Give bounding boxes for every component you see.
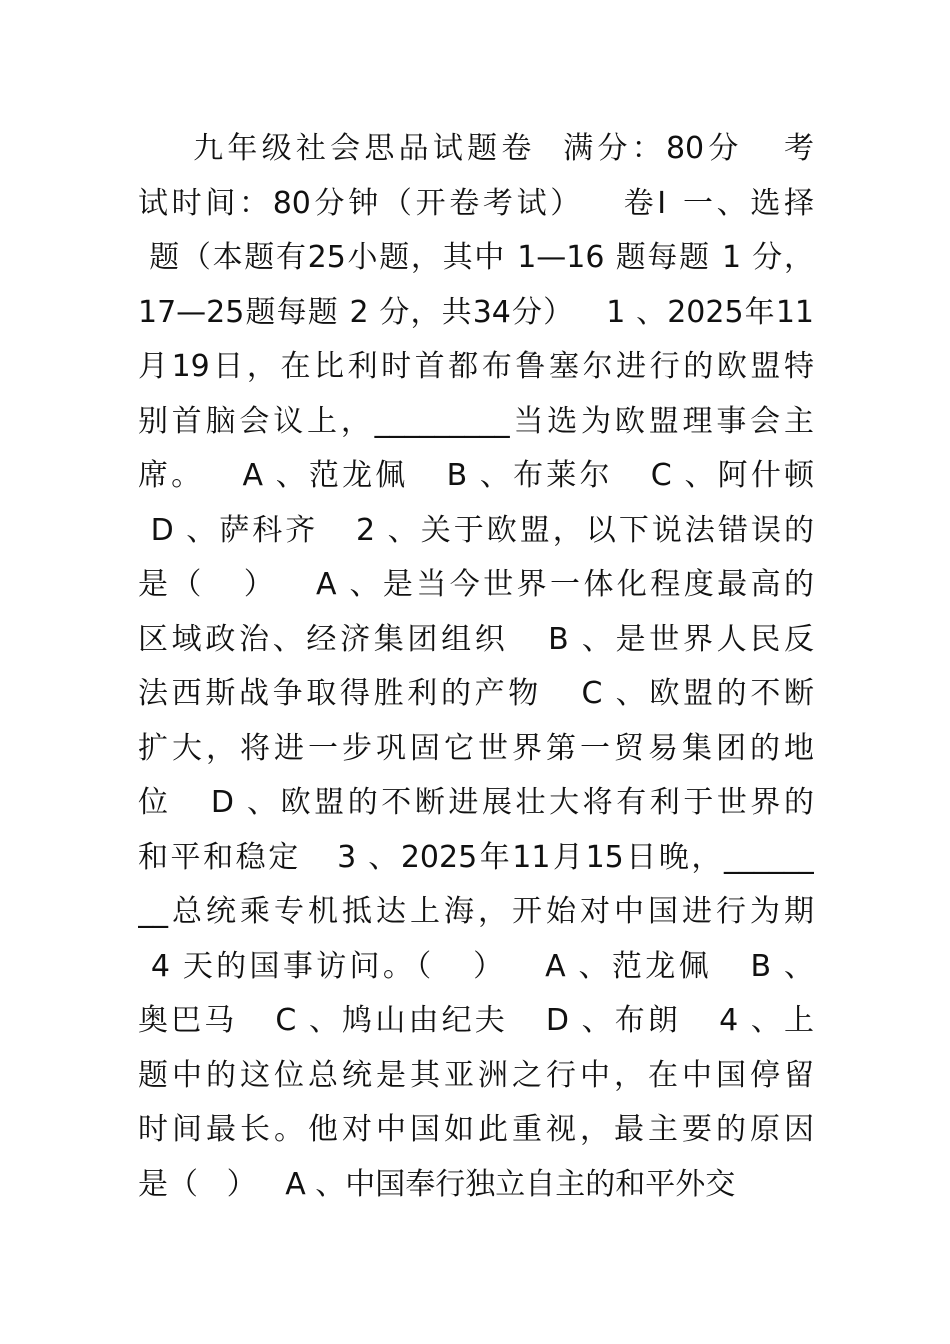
text-line: 位 D 、欧盟的不断进展壮大将有利于世界的: [138, 785, 814, 820]
text-line: 是（ ） A 、是当今世界一体化程度最高的: [138, 567, 814, 602]
text-line: 17—25题每题 2 分，共34分） 1 、2025年11: [138, 294, 814, 330]
exam-text-body: [138, 122, 814, 1212]
text-line: 时间最长。他对中国如此重视，最主要的原因: [138, 1112, 814, 1147]
text-line: 法西斯战争取得胜利的产物 C 、欧盟的不断: [138, 676, 814, 711]
text-line: D 、萨科齐 2 、关于欧盟，以下说法错误的: [138, 512, 814, 548]
text-line: 席。 A 、范龙佩 B 、布莱尔 C 、阿什顿: [138, 458, 814, 493]
text-line: 试时间：80分钟（开卷考试） 卷Ⅰ 一、选择: [138, 185, 814, 221]
text-line: 题（本题有25小题，其中 1—16 题每题 1 分，: [138, 240, 814, 275]
text-line: 4 天的国事访问。（ ） A 、范龙佩 B 、: [138, 948, 814, 984]
text-line: 扩大，将进一步巩固它世界第一贸易集团的地: [138, 730, 814, 766]
text-line: 题中的这位总统是其亚洲之行中，在中国停留: [138, 1057, 814, 1093]
text-line: 区域政治、经济集团组织 B 、是世界人民反: [138, 621, 814, 657]
text-line: 月19日，在比利时首都布鲁塞尔进行的欧盟特: [138, 349, 814, 384]
text-line: 九年级社会思品试题卷 满分：80分 考: [138, 131, 814, 166]
text-line: __总统乘专机抵达上海，开始对中国进行为期: [138, 894, 814, 929]
text-line: 是（ ） A 、中国奉行独立自主的和平外交: [138, 1166, 736, 1202]
text-line: 奥巴马 C 、鸠山由纪夫 D 、布朗 4 、上: [138, 1003, 814, 1038]
text-line: 和平和稳定 3 、2025年11月15日晚，______: [138, 839, 814, 875]
text-line: 别首脑会议上，_________当选为欧盟理事会主: [138, 403, 814, 439]
